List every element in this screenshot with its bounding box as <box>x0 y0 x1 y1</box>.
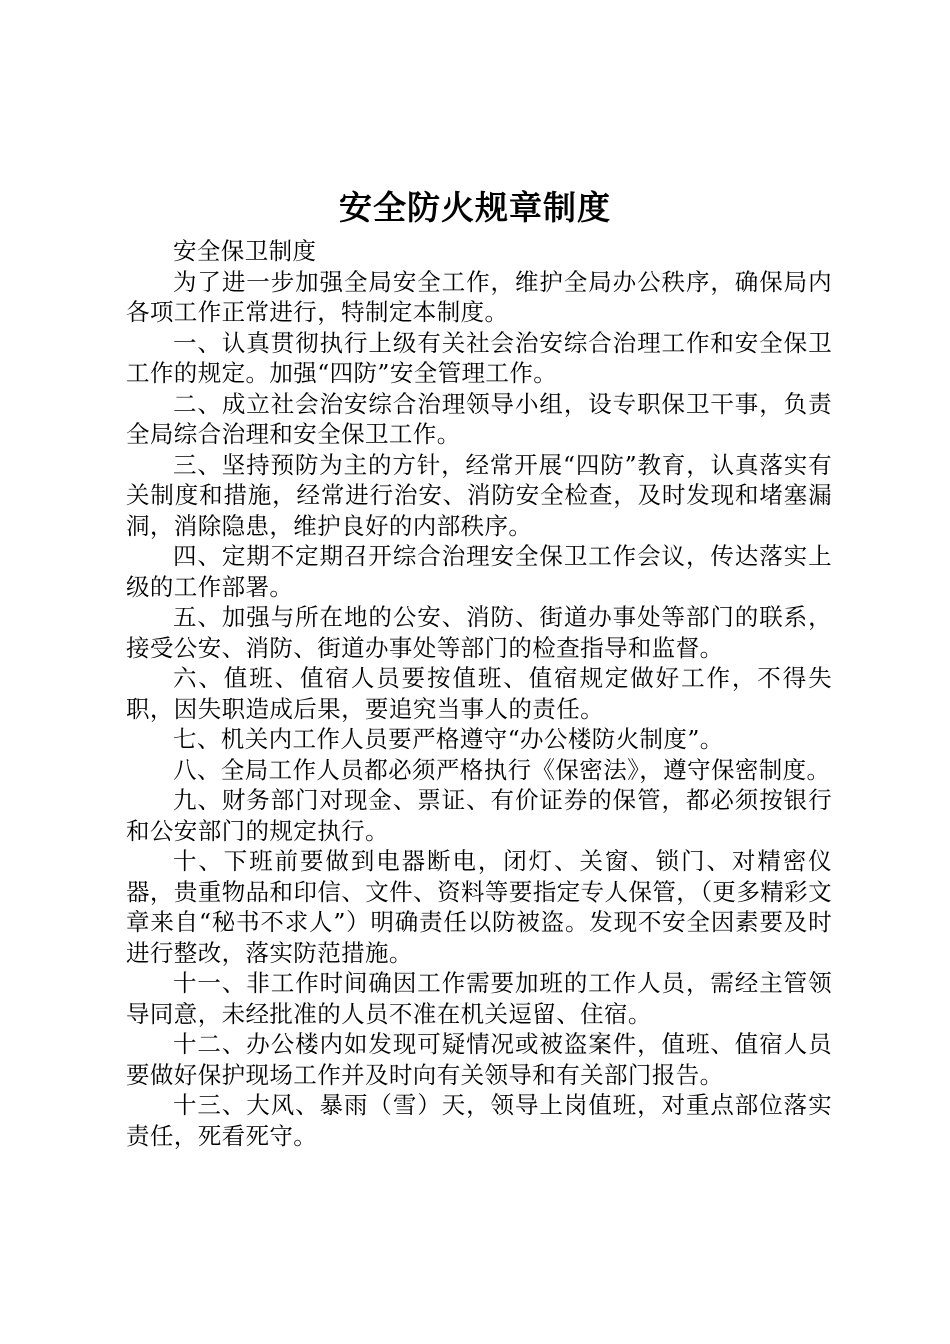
rule-6: 六、值班、值宿人员要按值班、值宿规定做好工作，不得失职，因失职造成后果，要追究当事人的责任。 <box>126 664 832 723</box>
rule-9: 九、财务部门对现金、票证、有价证券的保管，都必须按银行和公安部门的规定执行。 <box>126 786 832 845</box>
rule-5: 五、加强与所在地的公安、消防、街道办事处等部门的联系，接受公安、消防、街道办事处等部门的检查指导和监督。 <box>126 603 832 662</box>
rule-4: 四、定期不定期召开综合治理安全保卫工作会议，传达落实上级的工作部署。 <box>126 542 832 601</box>
document-body <box>126 236 832 1151</box>
rule-11: 十一、非工作时间确因工作需要加班的工作人员，需经主管领导同意，未经批准的人员不准在机关逗留、住宿。 <box>126 969 832 1028</box>
rule-13: 十三、大风、暴雨（雪）天，领导上岗值班，对重点部位落实责任，死看死守。 <box>126 1091 832 1150</box>
section-heading: 安全保卫制度 <box>173 237 317 265</box>
rule-10: 十、下班前要做到电器断电，闭灯、关窗、锁门、对精密仪器，贵重物品和印信、文件、资料等要指定专人保管，（更多精彩文章来自“秘书不求人”）明确责任以防被盗。发现不安全因素要及时进行整改，落实防范措施。 <box>126 847 832 967</box>
rule-3: 三、坚持预防为主的方针，经常开展“四防”教育，认真落实有关制度和措施，经常进行治安、消防安全检查，及时发现和堵塞漏洞，消除隐患，维护良好的内部秩序。 <box>126 450 832 540</box>
rule-2: 二、成立社会治安综合治理领导小组，设专职保卫干事，负责全局综合治理和安全保卫工作。 <box>126 389 832 448</box>
page-title: 安全防火规章制度 <box>339 188 611 227</box>
intro-paragraph: 为了进一步加强全局安全工作，维护全局办公秩序，确保局内各项工作正常进行，特制定本制度。 <box>126 267 832 326</box>
rule-7: 七、机关内工作人员要严格遵守“办公楼防火制度”。 <box>173 725 724 753</box>
rule-8: 八、全局工作人员都必须严格执行《保密法》，遵守保密制度。 <box>173 755 831 784</box>
rule-1: 一、认真贯彻执行上级有关社会治安综合治理工作和安全保卫工作的规定。加强“四防”安全管理工作。 <box>126 328 832 387</box>
rule-12: 十二、办公楼内如发现可疑情况或被盗案件，值班、值宿人员要做好保护现场工作并及时向有关领导和有关部门报告。 <box>126 1030 832 1089</box>
